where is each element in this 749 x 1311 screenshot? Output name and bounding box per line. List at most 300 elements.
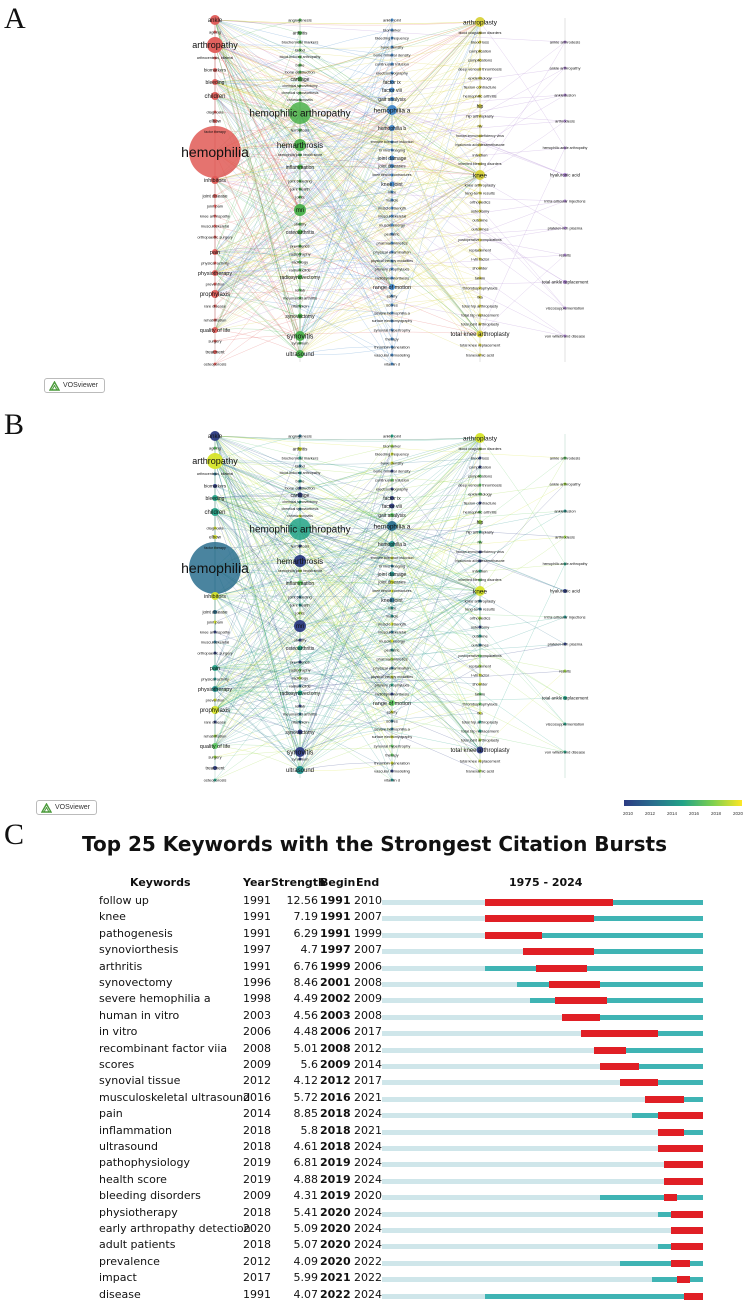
burst-begin: 2009	[320, 1058, 351, 1071]
burst-end: 2021	[354, 1123, 382, 1137]
node-label: hyaluronic acid/dexamethasone	[455, 559, 505, 564]
burst-bar	[620, 1079, 659, 1086]
node-label: hemophilia a	[373, 523, 411, 531]
burst-strength: 4.31	[293, 1189, 318, 1203]
node-label: thrombin generation	[374, 344, 410, 350]
node-label: orthopaedic surgery	[197, 650, 233, 656]
node-label: complications	[467, 473, 493, 479]
node-label: joint damage	[377, 571, 407, 578]
node-label: radiosynoviorthesis	[374, 275, 410, 281]
burst-timeline	[382, 1277, 703, 1282]
node-label: physical activity	[201, 260, 229, 266]
burst-bar	[664, 1161, 703, 1168]
node-label: biomarker	[383, 443, 401, 449]
node-label: tka	[477, 710, 483, 716]
node-label: ankle joint	[382, 17, 402, 23]
burst-row	[0, 1140, 749, 1158]
node-label: hemophilia a	[373, 107, 411, 115]
panel-b-label: B	[4, 408, 25, 441]
node-label: total hip replacement	[461, 728, 499, 734]
edge	[215, 20, 480, 24]
node-label: pain	[209, 665, 221, 672]
node-label: blood coagulation disorders	[458, 31, 502, 36]
burst-year: 1996	[243, 976, 271, 989]
node-label: biochemical markers	[281, 455, 319, 461]
node-label: physical examination	[373, 665, 411, 671]
node-label: epidemiology	[468, 75, 492, 81]
node-label: human immunodeficiency virus	[455, 550, 505, 555]
colorbar-tick: 2020	[732, 811, 744, 816]
node-label: joints	[295, 194, 305, 200]
burst-timeline	[382, 1179, 703, 1184]
burst-timeline	[382, 1195, 703, 1200]
burst-year: 2019	[243, 1156, 271, 1170]
timeline-base	[382, 1228, 703, 1233]
node-label: factor viii	[382, 87, 402, 94]
node-label: hip	[476, 103, 484, 110]
burst-strength: 4.09	[293, 1254, 318, 1268]
burst-begin: 2018	[320, 1107, 351, 1121]
burst-bar	[549, 981, 600, 988]
burst-end: 2007	[354, 910, 382, 924]
timeline-base	[382, 1212, 703, 1217]
burst-strength: 8.46	[293, 976, 318, 989]
node-label: osteoarthritis	[285, 229, 315, 236]
panel-c-label: C	[4, 818, 25, 851]
burst-timeline	[382, 1113, 703, 1118]
node-label: knee flexion contractures	[372, 173, 412, 178]
burst-strength: 5.01	[293, 1041, 318, 1055]
burst-begin: 2019	[320, 1189, 351, 1203]
burst-strength: 4.12	[293, 1074, 318, 1088]
node-label: diagnosis	[206, 109, 224, 115]
node-label: vascular remodeling	[374, 352, 410, 358]
burst-begin: 2012	[320, 1074, 351, 1088]
burst-keyword: musculoskeletal ultrasound	[99, 1090, 251, 1104]
burst-keyword: human in vitro	[99, 1008, 180, 1022]
node-label: blood	[295, 463, 305, 469]
node-label: arthrocentesis, bilateral	[196, 472, 234, 477]
node-label: epidemiology	[468, 491, 492, 497]
burst-year: 2012	[243, 1074, 271, 1088]
burst-end: 2022	[354, 1271, 382, 1285]
node-label: cartilage	[290, 76, 310, 83]
burst-year: 2020	[243, 1222, 271, 1235]
node-label: rehab	[294, 287, 306, 293]
node-label: quality of life	[199, 743, 231, 750]
node-label: surface electromyography	[371, 319, 413, 324]
timeline-active	[485, 1294, 703, 1299]
burst-keyword: physiotherapy	[99, 1205, 178, 1219]
burst-row	[0, 1189, 749, 1207]
node-label: orthopedics	[469, 615, 491, 621]
node-label: inflammation	[285, 164, 315, 171]
burst-begin: 2021	[320, 1271, 351, 1285]
burst-year: 2019	[243, 1172, 271, 1186]
timeline-active	[600, 1195, 703, 1200]
burst-row	[0, 960, 749, 978]
node-label: surgery	[208, 338, 222, 344]
node-label: in vivo imaging	[378, 563, 406, 569]
vosviewer-badge-a	[44, 378, 105, 393]
burst-strength: 5.99	[293, 1271, 318, 1285]
node-label: mice	[387, 605, 397, 611]
node-label: scores	[386, 718, 398, 724]
node-label: ankledusion	[554, 508, 576, 514]
node-label: talwin	[474, 275, 486, 281]
node-label: therapy	[385, 336, 399, 342]
timeline-base	[382, 1244, 703, 1249]
node-label: joint disease	[202, 609, 228, 615]
node-label: bleeding frequency	[375, 35, 409, 41]
header-begin: Begin	[320, 876, 356, 889]
burst-bar	[658, 1112, 703, 1119]
burst-bar	[664, 1194, 677, 1201]
node-label: radiosynovectomy	[279, 274, 321, 281]
burst-bar	[671, 1227, 703, 1234]
node-label: synovitis	[286, 333, 314, 341]
burst-keyword: pain	[99, 1107, 123, 1121]
node-label: rifampicin	[291, 719, 309, 725]
node-label: rehabilitation	[203, 317, 227, 323]
burst-strength: 5.09	[293, 1222, 318, 1235]
burst-timeline	[382, 1212, 703, 1217]
node-label: surgery	[208, 754, 222, 760]
burst-strength: 4.07	[293, 1287, 318, 1301]
node-label: biomarker	[383, 27, 401, 33]
node-label: prevention	[205, 281, 225, 287]
node-label: ageing	[208, 445, 222, 451]
node-label: chronic synovitis	[287, 98, 313, 103]
burst-row	[0, 976, 749, 994]
node-label: knee arthropathy	[199, 213, 231, 219]
node-label: physical therapy modalities	[370, 259, 414, 264]
burst-begin: 2020	[320, 1254, 351, 1268]
burst-row	[0, 927, 749, 945]
burst-end: 2024	[354, 1107, 382, 1121]
node-label: pain	[209, 249, 221, 256]
burst-bar	[671, 1243, 703, 1250]
burst-row	[0, 1091, 749, 1109]
burst-bar	[645, 1096, 684, 1103]
node-label: joint pain	[206, 619, 224, 625]
node-label: ankle arthrodesis	[549, 455, 581, 461]
node-label: knee arthropathy	[199, 629, 231, 635]
node-label: radiosynoviorthesis	[374, 691, 410, 697]
node-label: results	[559, 252, 571, 258]
node-label: gait analysis	[378, 512, 406, 519]
node-label: range of motion	[372, 284, 412, 291]
node-label: musculoskeletal	[200, 223, 230, 229]
node-label: continuous infusion	[374, 61, 410, 67]
network-map-clusters	[0, 0, 749, 400]
node-label: hemarthrosis	[276, 140, 324, 150]
burst-year: 2016	[243, 1090, 271, 1104]
node-label: joint diseases	[378, 579, 406, 585]
node-label: arthroplasty	[463, 435, 497, 443]
burst-keyword: arthritis	[99, 959, 143, 973]
burst-begin: 2018	[320, 1140, 351, 1153]
node-label: total knee arthroplasty	[450, 748, 510, 755]
node-label: blood coagulation disorders	[458, 447, 502, 452]
node-label: diagnosis	[206, 525, 224, 531]
burst-bar	[600, 1063, 639, 1070]
burst-row	[0, 1255, 749, 1273]
node-label: thrombin generation	[374, 760, 410, 766]
burst-year: 1991	[243, 926, 271, 940]
node-label: rare disease	[203, 719, 227, 725]
edge	[215, 436, 480, 440]
burst-year: 2009	[243, 1189, 271, 1203]
burst-year: 2008	[243, 1041, 271, 1055]
node-label: synovial hypertrophy	[373, 327, 411, 333]
node-label: von willebrand disease	[544, 333, 586, 339]
node-label: platelet-rich plasma	[547, 225, 583, 231]
burst-chart-title: Top 25 Keywords with the Strongest Citation Bursts	[81, 832, 667, 856]
burst-begin: 1991	[320, 894, 351, 907]
burst-bar	[523, 948, 594, 955]
burst-strength: 4.48	[293, 1025, 318, 1039]
burst-end: 2024	[354, 1287, 382, 1301]
node-label: postoperative complications	[458, 654, 502, 659]
node-label: total ankle replacement	[541, 279, 589, 285]
burst-row	[0, 1058, 749, 1076]
node-label: arthroplasty	[463, 19, 497, 27]
node-label: physiotherapy	[197, 270, 233, 277]
node-label: arthrocentesis, bilateral	[196, 56, 234, 61]
node-label: radiography	[289, 667, 311, 673]
node-label: ankle arthropathy	[549, 65, 581, 71]
node-label: blood-induced arthropathy	[279, 471, 321, 476]
node-label: treatment	[205, 765, 225, 771]
burst-strength: 5.41	[293, 1205, 318, 1219]
burst-begin: 2020	[320, 1222, 351, 1235]
colorbar-tick: 2016	[688, 811, 700, 816]
node-label: physical therapy modalities	[370, 675, 414, 680]
node-label: deep venous thrombosis	[458, 482, 502, 488]
node-label: obesity	[293, 221, 307, 227]
node-label: long-term results	[465, 190, 495, 196]
burst-year: 2009	[243, 1058, 271, 1071]
node-label: muscle energy	[378, 222, 406, 228]
node-label: hemophilic ankle arthropathy	[542, 146, 588, 151]
node-label: vitamin d	[383, 361, 401, 367]
node-label: total knee arthroplasty	[450, 332, 510, 339]
burst-row	[0, 1025, 749, 1043]
node-label: chemical synovectomy	[282, 84, 318, 89]
burst-end: 2009	[354, 992, 382, 1006]
node-label: intra-articular injections	[544, 198, 586, 204]
colorbar-gradient	[624, 800, 742, 806]
node-label: outcome	[472, 633, 488, 639]
burst-year: 2006	[243, 1025, 271, 1039]
node-label: knee arthroplasty	[464, 182, 496, 188]
node-label: knee joint	[381, 597, 403, 604]
burst-end: 2010	[354, 894, 382, 907]
burst-row	[0, 1156, 749, 1174]
node-label: von willebrand disease	[544, 749, 586, 755]
burst-row	[0, 943, 749, 961]
node-label: blood loss	[470, 39, 490, 45]
node-label: arthritis	[292, 446, 308, 452]
node-label: mri	[295, 624, 305, 631]
burst-keyword: early arthropathy detection	[99, 1222, 251, 1235]
timeline-active	[620, 1261, 703, 1266]
burst-keyword: prevalence	[99, 1254, 160, 1268]
node-label: pediatric	[384, 231, 400, 237]
burst-row	[0, 1222, 749, 1240]
burst-strength: 4.49	[293, 992, 318, 1006]
node-label: flexion contracture	[463, 84, 497, 90]
node-label: bleeding	[205, 79, 225, 86]
node-label: viscosupplementation	[545, 305, 585, 311]
burst-keyword: recombinant factor viia	[99, 1041, 228, 1055]
burst-keyword: scores	[99, 1058, 135, 1071]
burst-end: 2024	[354, 1205, 382, 1219]
node-label: severe hemophilia a	[374, 310, 410, 316]
overlay-colorbar	[622, 798, 744, 818]
node-label: arthropathy	[192, 456, 238, 467]
node-label: blood	[295, 47, 305, 53]
node-label: talwin	[474, 691, 486, 697]
burst-strength: 4.88	[293, 1172, 318, 1186]
node-label: flexion contracture	[463, 500, 497, 506]
node-label: radiology	[291, 259, 309, 265]
node-label: human immunodeficiency virus	[455, 134, 505, 139]
node-label: infection	[472, 568, 488, 574]
node-label: chronic synovitis	[287, 514, 313, 519]
burst-timeline	[382, 1261, 703, 1266]
node-label: total hip replacement	[461, 312, 499, 318]
node-label: bone	[295, 62, 305, 68]
node-label: ultrasound	[285, 768, 315, 775]
node-label: biomarkers	[203, 67, 227, 73]
node-label: biochemical markers	[281, 39, 319, 45]
burst-timeline	[382, 1294, 703, 1299]
node-label: hip	[476, 519, 484, 526]
node-label: muscle	[385, 197, 399, 203]
edge	[480, 42, 565, 175]
node-label: inflammation	[285, 580, 315, 587]
burst-strength: 12.56	[286, 894, 318, 907]
edge	[480, 458, 565, 591]
burst-timeline	[382, 1244, 703, 1249]
burst-keyword: pathogenesis	[99, 926, 173, 940]
node-label: knee arthroplasty	[464, 598, 496, 604]
burst-keyword: severe hemophilia a	[99, 992, 211, 1006]
node-label: radiography	[289, 251, 311, 257]
header-timeline-range: 1975 - 2024	[509, 876, 583, 889]
vosviewer-label-a: VOSviewer	[63, 382, 99, 389]
burst-row	[0, 1009, 749, 1027]
node-label: hemophilia b	[377, 125, 407, 132]
burst-end: 2021	[354, 1090, 382, 1104]
burst-end: 2020	[354, 1189, 382, 1203]
burst-begin: 2003	[320, 1008, 351, 1022]
node-label: long-term results	[465, 606, 495, 612]
node-label: pharmacokinetics	[376, 240, 408, 246]
burst-timeline	[382, 1097, 703, 1102]
node-label: ultrasound	[285, 352, 315, 359]
node-label: bone destruction	[285, 485, 315, 491]
node-label: hemophilic arthritis	[463, 93, 497, 99]
burst-year: 2012	[243, 1254, 271, 1268]
node-label: outcomes	[471, 642, 489, 648]
burst-keyword: adult patients	[99, 1238, 176, 1252]
burst-end: 2012	[354, 1041, 382, 1055]
burst-timeline	[382, 1146, 703, 1151]
burst-begin: 2019	[320, 1156, 351, 1170]
burst-row	[0, 1206, 749, 1224]
burst-timeline	[382, 1162, 703, 1167]
colorbar-tick: 2018	[710, 811, 722, 816]
node-label: pharmacokinetics	[376, 656, 408, 662]
vosviewer-label-b: VOSviewer	[55, 804, 91, 811]
burst-end: 2024	[354, 1172, 382, 1186]
node-label: factor ix	[383, 79, 401, 86]
burst-year: 2018	[243, 1140, 271, 1153]
node-label: rehab	[294, 703, 306, 709]
node-label: pediatric	[384, 647, 400, 653]
burst-timeline	[382, 982, 703, 987]
node-label: factor therapy	[204, 546, 226, 551]
burst-year: 1998	[243, 992, 271, 1006]
timeline-base	[382, 1146, 703, 1151]
node-layer	[181, 431, 589, 782]
node-label: joint health	[290, 186, 310, 192]
node-label: scores	[386, 302, 398, 308]
burst-begin: 1997	[320, 943, 351, 957]
node-label: gait analysis	[378, 96, 406, 103]
node-label: vitamin d	[383, 777, 401, 783]
header-end: End	[356, 876, 380, 889]
node-label: primary prophylaxis	[374, 266, 410, 272]
node-label: orthopaedic surgery	[197, 234, 233, 240]
node-label: hemophilia b	[377, 541, 407, 548]
node-label: complications	[467, 57, 493, 63]
burst-end: 2008	[354, 976, 382, 989]
burst-bar	[658, 1145, 703, 1152]
burst-strength: 5.72	[293, 1090, 318, 1104]
node-label: continuous infusion	[374, 477, 410, 483]
burst-begin: 1991	[320, 926, 351, 940]
node-label: hemophilia joint health score	[277, 153, 323, 158]
burst-strength: 7.19	[293, 910, 318, 924]
node-label: elbow	[209, 118, 221, 124]
burst-begin: 2016	[320, 1090, 351, 1104]
node-label: tka	[477, 294, 483, 300]
burst-timeline	[382, 1048, 703, 1053]
burst-year: 1991	[243, 894, 271, 907]
burst-strength: 6.81	[293, 1156, 318, 1170]
node-label: inhibitors	[203, 177, 227, 184]
node-label: ankle arthrodesis	[549, 39, 581, 45]
colorbar-tick: 2010	[622, 811, 634, 816]
node-label: hyaluronic acid	[549, 588, 581, 594]
burst-bar	[594, 1047, 626, 1054]
node-label: rare disease	[203, 303, 227, 309]
node-label: muscle	[385, 613, 399, 619]
node-label: mri	[295, 208, 305, 215]
burst-row	[0, 1074, 749, 1092]
burst-keyword: disease	[99, 1287, 141, 1301]
node-label: children	[204, 94, 226, 101]
burst-keyword: ultrasound	[99, 1140, 158, 1153]
burst-keyword: follow up	[99, 894, 149, 907]
burst-timeline	[382, 998, 703, 1003]
node-label: knee flexion contractures	[372, 589, 412, 594]
node-label: complication	[468, 48, 492, 54]
